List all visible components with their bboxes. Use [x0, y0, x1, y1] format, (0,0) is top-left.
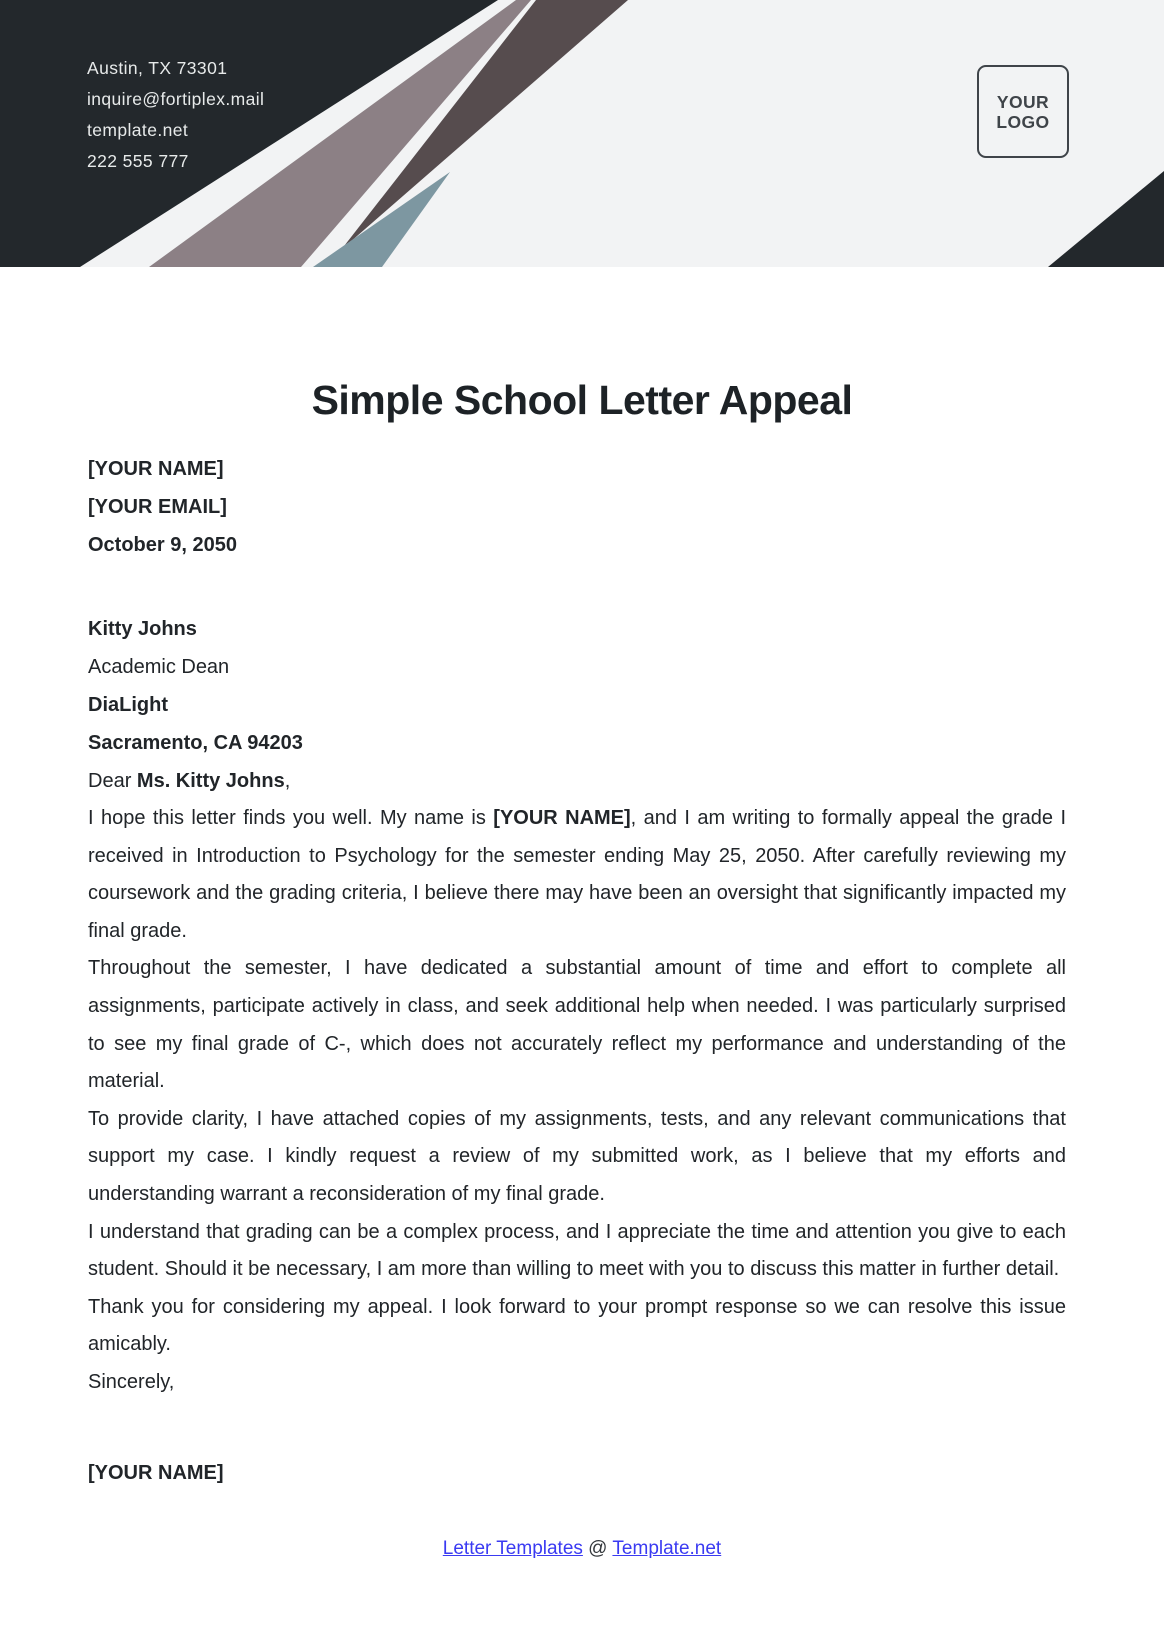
paragraph-3: To provide clarity, I have attached copies of my assignments, tests, and any relevant communications that support my case. I kindly request a review of my submitted work, as I believe that my efforts and understanding warrant a reconsideration of my final grade.	[88, 1107, 1066, 1205]
letter-date: October 9, 2050	[88, 534, 237, 556]
paragraph-2: Throughout the semester, I have dedicated a substantial amount of time and effort to complete all assignments, participate actively in class, and seek additional help when needed. I was particularly surprised to see my final grade of C-, which does not accurately reflect my performance and understanding of the material.	[88, 957, 1066, 1093]
contact-phone: 222 555 777	[87, 151, 189, 171]
contact-address: Austin, TX 73301	[87, 58, 228, 78]
logo-placeholder	[977, 65, 1069, 158]
contact-website: template.net	[87, 120, 189, 140]
paragraph-4: I understand that grading can be a complex process, and I appreciate the time and attention you give to each student. Should it be necessary, I am more than willing to meet with you to discuss this matter in further detail.	[88, 1220, 1066, 1281]
letter-content	[0, 450, 1164, 1492]
letter-title: Simple School Letter Appeal	[311, 377, 853, 423]
recipient-company: DiaLight	[88, 694, 168, 716]
recipient-city: Sacramento, CA 94203	[88, 732, 303, 754]
recipient-name: Kitty Johns	[88, 618, 197, 640]
sender-block	[88, 450, 1066, 564]
footer	[0, 1537, 1164, 1561]
contact-info	[87, 53, 264, 177]
logo-text-line2: LOGO	[996, 111, 1050, 132]
paragraph-5: Thank you for considering my appeal. I look forward to your prompt response so we can resolve this issue amicably.	[88, 1295, 1066, 1356]
closing: Sincerely,	[88, 1370, 175, 1393]
contact-email: inquire@fortiplex.mail	[87, 89, 265, 109]
paragraph-1: I hope this letter finds you well. My name is [YOUR NAME], and I am writing to formally appeal the grade I received in Introduction to Psychology for the semester ending May 25, 2050. After carefully reviewing my coursework and the grading criteria, I believe there may have been an oversight that significantly impacted my final grade.	[88, 807, 1066, 942]
logo-text-line1: YOUR	[996, 91, 1050, 112]
recipient-role: Academic Dean	[88, 656, 230, 678]
footer-link-letter-templates[interactable]: Letter Templates	[442, 1538, 583, 1559]
letter-body	[88, 800, 1066, 1402]
footer-at-separator: @	[582, 1538, 613, 1559]
signature-name: [YOUR NAME]	[88, 1461, 224, 1484]
recipient-block	[88, 610, 1066, 800]
sender-name: [YOUR NAME]	[88, 458, 224, 480]
header-banner	[0, 0, 1164, 267]
footer-link-template-net[interactable]: Template.net	[612, 1538, 722, 1559]
salutation: Dear Ms. Kitty Johns,	[88, 770, 291, 792]
sender-email: [YOUR EMAIL]	[88, 496, 227, 518]
